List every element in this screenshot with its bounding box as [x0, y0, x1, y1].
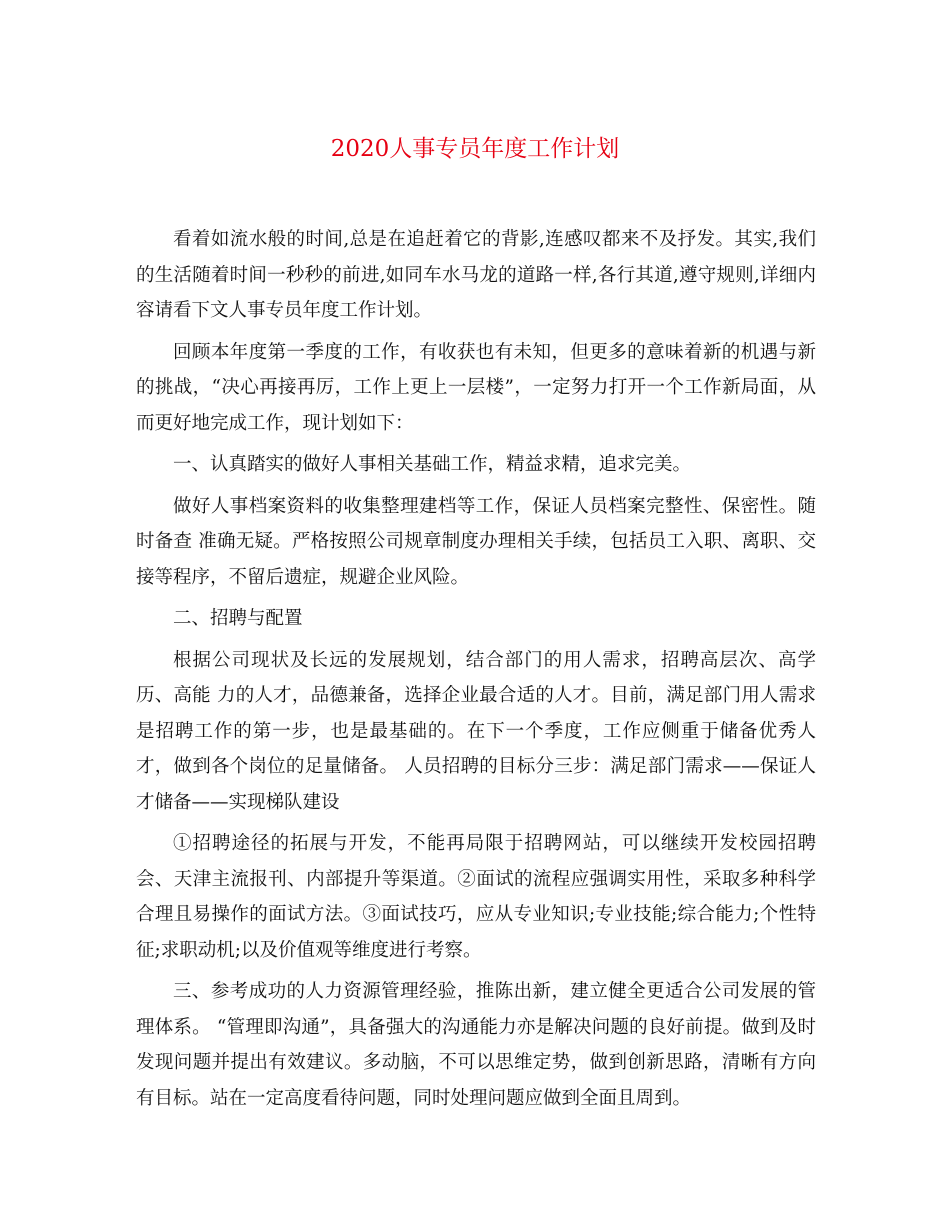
paragraph-intro: 看着如流水般的时间,总是在追赶着它的背影,连感叹都来不及抒发。其实,我们的生活随着时间一秒秒的前进,如同车水马龙的道路一样,各行其道,遵守规则,详细内容请看下文人事专员年度工作计划。	[136, 229, 816, 321]
paragraph-recruitment-plan: 根据公司现状及长远的发展规划，结合部门的用人需求，招聘高层次、高学历、高能 力的人才，品德兼备，选择企业最合适的人才。目前，满足部门用人需求是招聘工作的第一步，也是最基础的。在下一个季度，工作应侧重于储备优秀人才，做到各个岗位的足量储备。 人员招聘的目标分三步：满足部门需求——保证人才储备——实现梯队建设	[136, 649, 816, 813]
section-heading-basic-work: 一、认真踏实的做好人事相关基础工作，精益求精，追求完美。	[173, 454, 692, 475]
document-body	[136, 222, 816, 1122]
paragraph-management-system: 三、参考成功的人力资源管理经验，推陈出新，建立健全更适合公司发展的管理体系。 “管理即沟通”，具备强大的沟通能力亦是解决问题的良好前提。做到及时发现问题并提出有效建议。多动脑，不可以思维定势，做到创新思路，清晰有方向有目标。站在一定高度看待问题，同时处理问题应做到全面且周到。	[136, 981, 816, 1109]
section-heading-recruitment: 二、招聘与配置	[173, 608, 303, 629]
document-title: 2020人事专员年度工作计划	[330, 136, 620, 162]
paragraph-review: 回顾本年度第一季度的工作，有收获也有未知，但更多的意味着新的机遇与新的挑战，“决心再接再厉，工作上更上一层楼”，一定努力打开一个工作新局面，从而更好地完成工作，现计划如下：	[136, 341, 816, 434]
paragraph-recruitment-methods: ①招聘途径的拓展与开发，不能再局限于招聘网站，可以继续开发校园招聘会、天津主流报刊、内部提升等渠道。②面试的流程应强调实用性，采取多种科学合理且易操作的面试方法。③面试技巧，应从专业知识;专业技能;综合能力;个性特征;求职动机;以及价值观等维度进行考察。	[136, 833, 816, 961]
paragraph-archives: 做好人事档案资料的收集整理建档等工作，保证人员档案完整性、保密性。随时备查 准确无疑。严格按照公司规章制度办理相关手续，包括员工入职、离职、交接等程序，不留后遗症，规避企业风险。	[136, 495, 816, 588]
